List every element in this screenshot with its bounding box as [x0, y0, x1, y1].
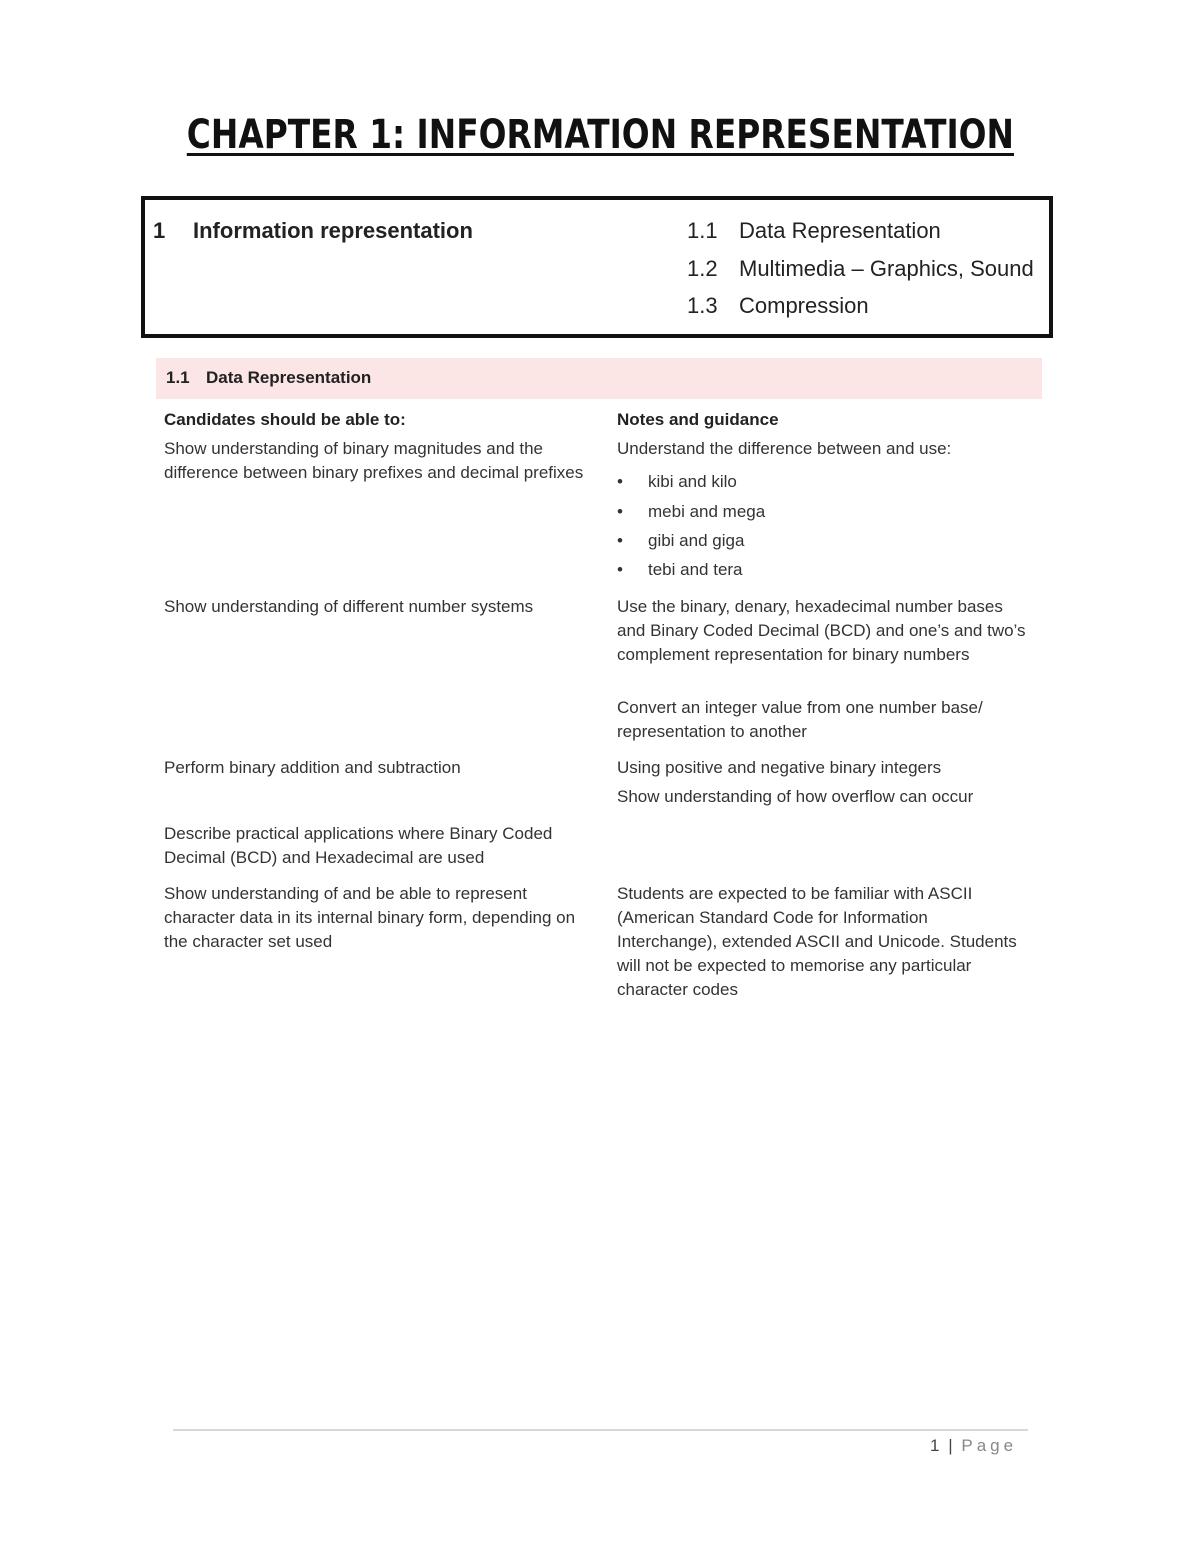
bullet-icon: • — [617, 531, 623, 550]
topic-number: 1.3 — [687, 293, 718, 318]
unit-number: 1 — [153, 218, 166, 243]
topic-item — [687, 256, 1034, 282]
objective-text: Perform binary addition and subtraction — [164, 758, 461, 777]
topic-label: Data Representation — [739, 218, 941, 243]
list-item-label: gibi and giga — [648, 531, 745, 550]
guidance-text: Use the binary, denary, hexadecimal number bases and Binary Coded Decimal (BCD) and one’s and two’s complement representation for binary numbers — [617, 597, 1026, 664]
list-item-label: tebi and tera — [648, 560, 743, 579]
list-item — [617, 560, 743, 580]
list-item — [617, 502, 765, 522]
list-item-label: kibi and kilo — [648, 472, 737, 491]
bullet-icon: • — [617, 472, 623, 491]
topic-label: Compression — [739, 293, 869, 318]
chapter-title-text: CHAPTER 1: INFORMATION REPRESENTATION — [186, 112, 1014, 158]
topic-number: 1.2 — [687, 256, 718, 281]
unit-title: Information representation — [193, 218, 473, 243]
topic-item — [687, 218, 941, 244]
objective-text: Describe practical applications where Binary Coded Decimal (BCD) and Hexadecimal are used — [164, 824, 553, 867]
bullet-icon: • — [617, 560, 623, 579]
page-number: 1 — [930, 1436, 942, 1455]
guidance-text: Using positive and negative binary integers — [617, 758, 942, 777]
objective-text: Show understanding of and be able to represent character data in its internal binary form, depending on the character set used — [164, 884, 576, 951]
guidance-text: Show understanding of how overflow can occur — [617, 787, 974, 806]
page-label: Page — [961, 1436, 1018, 1455]
page-footer — [930, 1436, 1017, 1456]
guidance-text: Students are expected to be familiar with ASCII (American Standard Code for Information Interchange), extended ASCII and Unicode. Students will not be expected to memorise any particular character codes — [617, 884, 1017, 999]
topic-label: Multimedia – Graphics, Sound — [739, 256, 1034, 281]
footer-separator: | — [948, 1436, 955, 1455]
list-item — [617, 531, 744, 551]
topic-item — [687, 293, 869, 319]
unit-box — [141, 196, 1053, 338]
section-title: Data Representation — [206, 368, 372, 387]
candidates-header: Candidates should be able to: — [164, 410, 406, 429]
bullet-icon: • — [617, 502, 623, 521]
notes-header: Notes and guidance — [617, 410, 779, 429]
footer-divider — [173, 1429, 1028, 1431]
guidance-text: Understand the difference between and use: — [617, 439, 952, 458]
list-item — [617, 472, 737, 492]
section-header — [156, 358, 1042, 399]
guidance-text: Convert an integer value from one number base/ representation to another — [617, 698, 983, 741]
topic-number: 1.1 — [687, 218, 718, 243]
chapter-title — [0, 112, 1200, 158]
section-number: 1.1 — [166, 368, 190, 387]
list-item-label: mebi and mega — [648, 502, 766, 521]
objective-text: Show understanding of binary magnitudes and the difference between binary prefixes and decimal prefixes — [164, 439, 584, 482]
objective-text: Show understanding of different number systems — [164, 597, 534, 616]
